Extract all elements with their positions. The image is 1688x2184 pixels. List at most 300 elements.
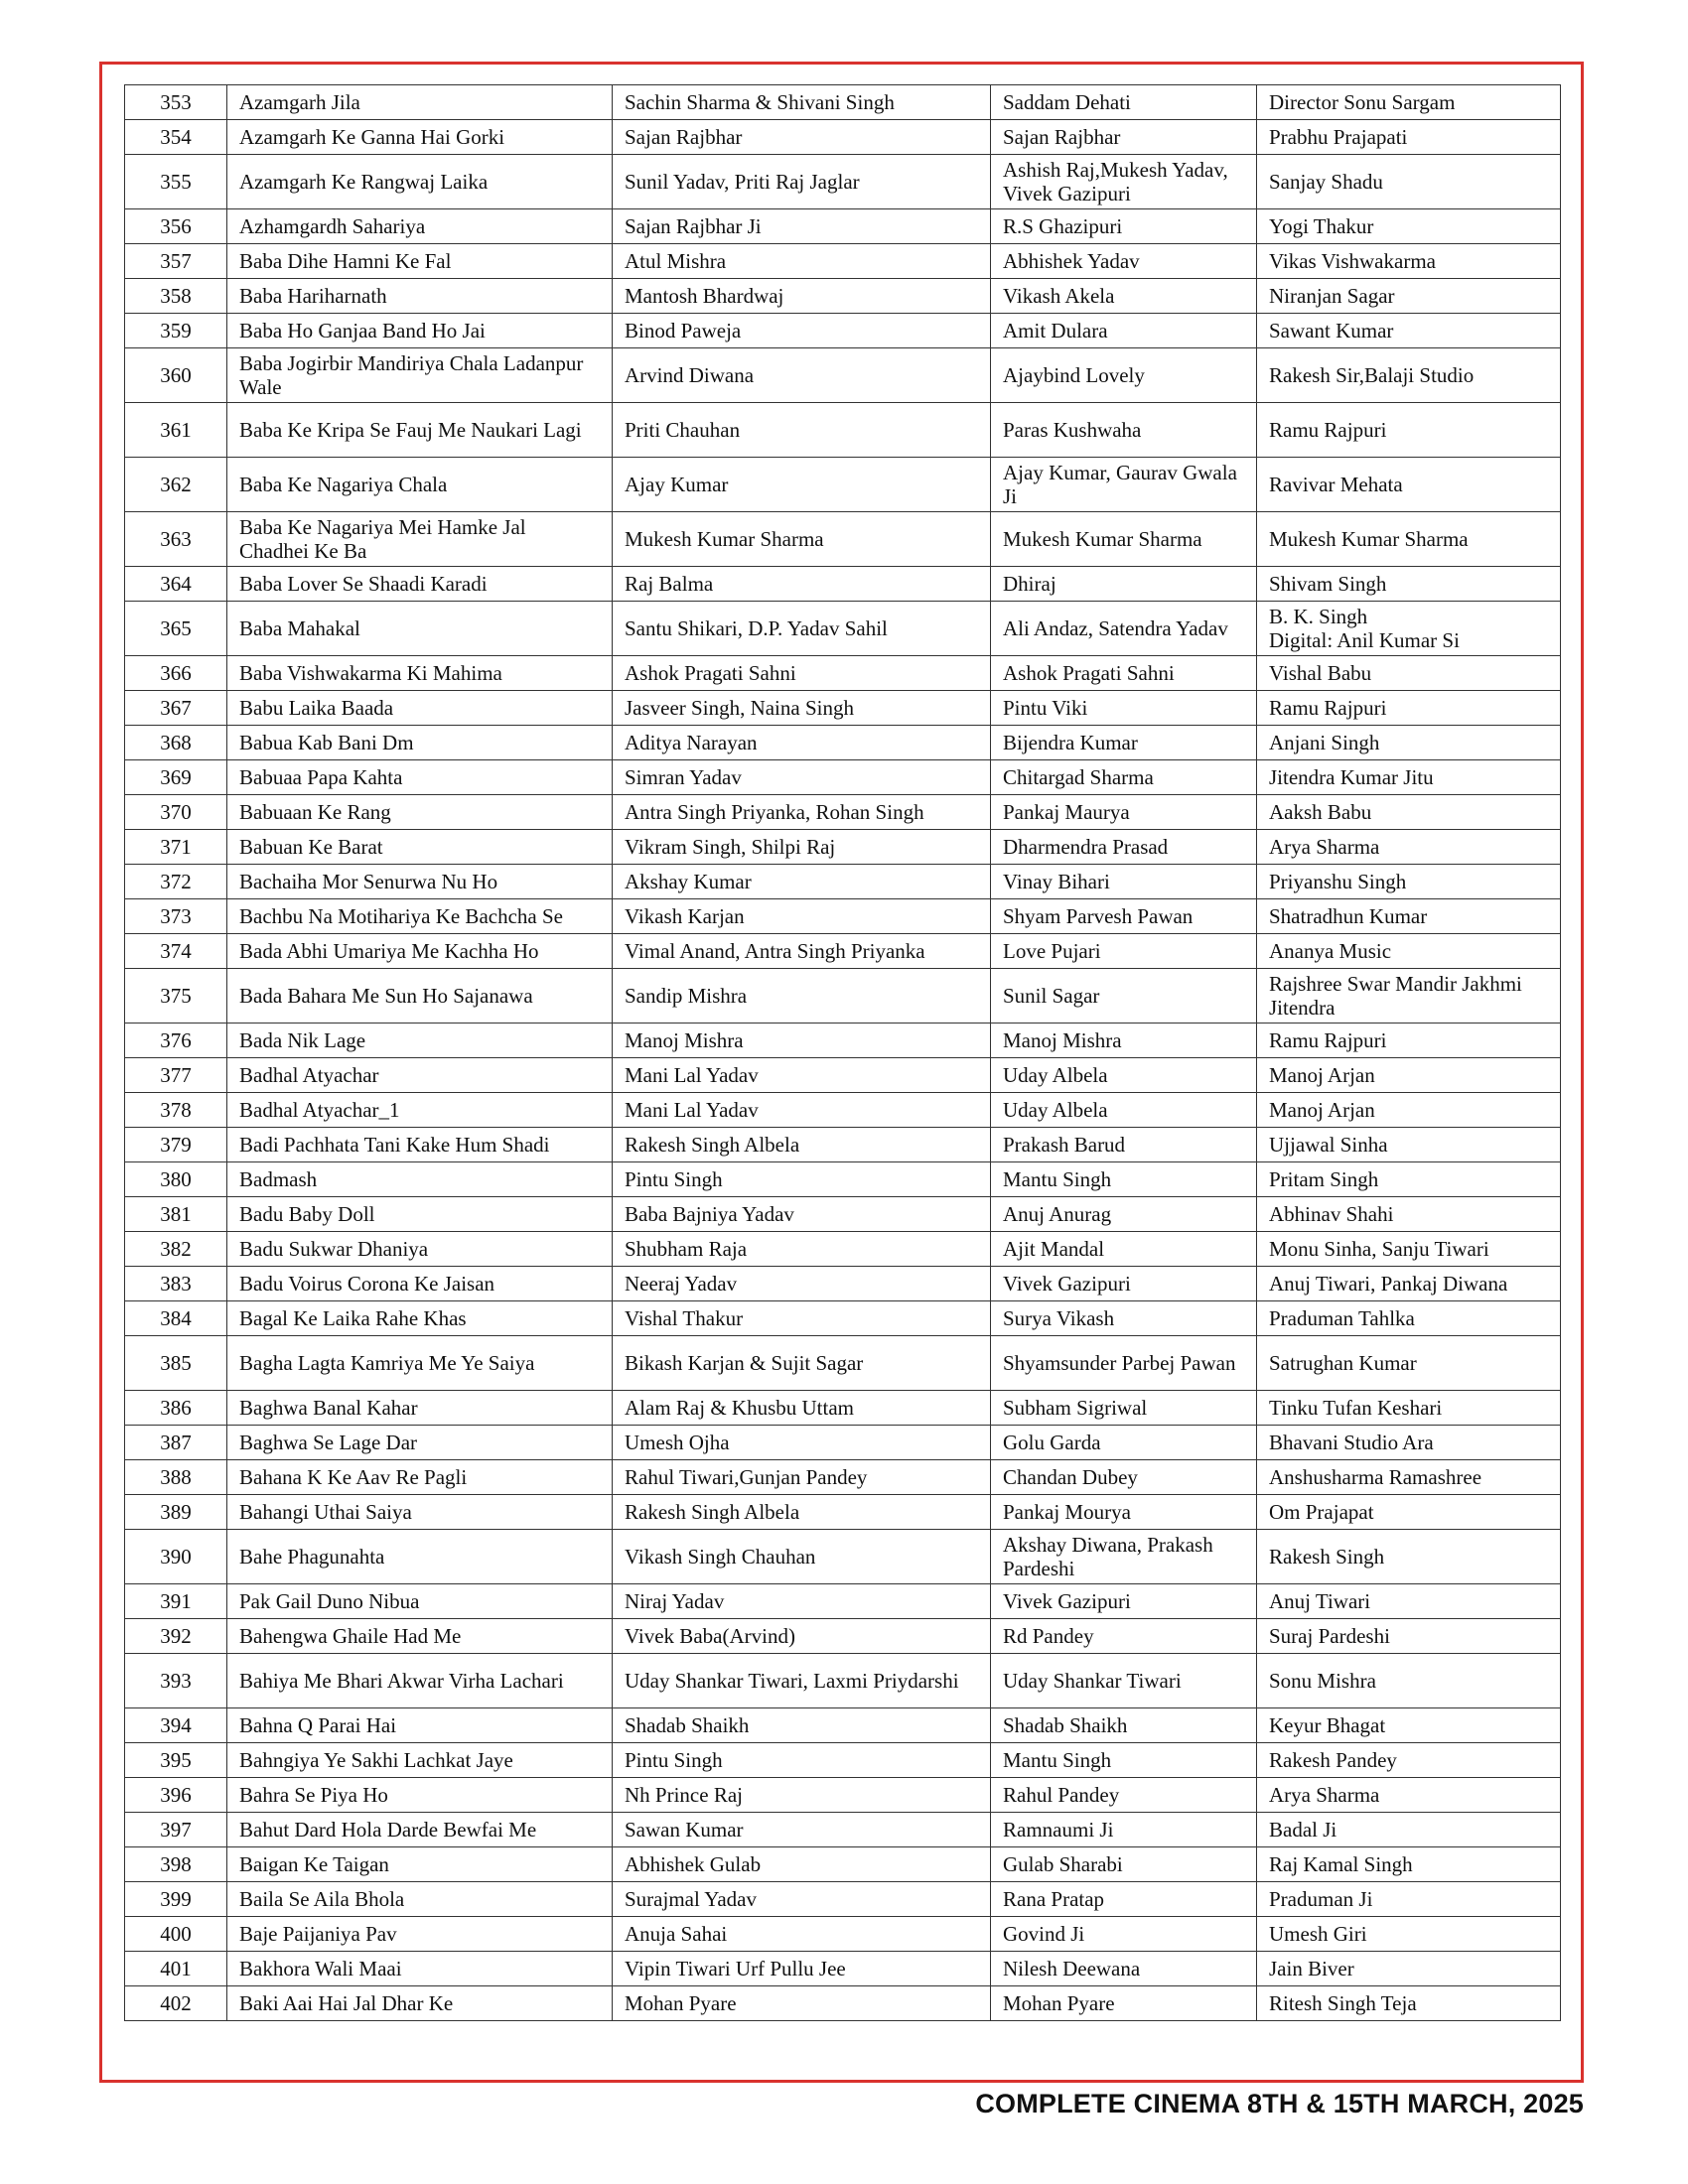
song-title-cell: Azamgarh Ke Ganna Hai Gorki (227, 120, 613, 155)
lyricist-cell: Ashish Raj,Mukesh Yadav, Vivek Gazipuri (991, 155, 1257, 209)
serial-number-cell: 354 (125, 120, 227, 155)
singer-cell: Mukesh Kumar Sharma (613, 512, 991, 567)
producer-cell: Pritam Singh (1257, 1162, 1561, 1197)
lyricist-cell: Akshay Diwana, Prakash Pardeshi (991, 1530, 1257, 1584)
singer-cell: Uday Shankar Tiwari, Laxmi Priydarshi (613, 1654, 991, 1708)
singer-cell: Surajmal Yadav (613, 1882, 991, 1917)
singer-cell: Sajan Rajbhar Ji (613, 209, 991, 244)
producer-cell: Ramu Rajpuri (1257, 403, 1561, 458)
lyricist-cell: Manoj Mishra (991, 1024, 1257, 1058)
lyricist-cell: Mantu Singh (991, 1743, 1257, 1778)
table-row (125, 348, 1561, 403)
serial-number-cell: 393 (125, 1654, 227, 1708)
song-title-cell: Baba Ke Kripa Se Fauj Me Naukari Lagi (227, 403, 613, 458)
singer-cell: Rakesh Singh Albela (613, 1495, 991, 1530)
producer-cell: Jain Biver (1257, 1952, 1561, 1986)
lyricist-cell: Ashok Pragati Sahni (991, 656, 1257, 691)
table-row (125, 1267, 1561, 1301)
singer-cell: Vivek Baba(Arvind) (613, 1619, 991, 1654)
lyricist-cell: Vivek Gazipuri (991, 1267, 1257, 1301)
song-title-cell: Baba Ke Nagariya Chala (227, 458, 613, 512)
producer-cell: Om Prajapat (1257, 1495, 1561, 1530)
lyricist-cell: Nilesh Deewana (991, 1952, 1257, 1986)
table-row (125, 1530, 1561, 1584)
song-title-cell: Baba Dihe Hamni Ke Fal (227, 244, 613, 279)
lyricist-cell: Vinay Bihari (991, 865, 1257, 899)
serial-number-cell: 390 (125, 1530, 227, 1584)
singer-cell: Vikash Singh Chauhan (613, 1530, 991, 1584)
song-title-cell: Baigan Ke Taigan (227, 1847, 613, 1882)
serial-number-cell: 368 (125, 726, 227, 760)
singer-cell: Akshay Kumar (613, 865, 991, 899)
producer-cell: Manoj Arjan (1257, 1058, 1561, 1093)
lyricist-cell: Shadab Shaikh (991, 1708, 1257, 1743)
serial-number-cell: 367 (125, 691, 227, 726)
lyricist-cell: Mukesh Kumar Sharma (991, 512, 1257, 567)
singer-cell: Alam Raj & Khusbu Uttam (613, 1391, 991, 1426)
song-title-cell: Baje Paijaniya Pav (227, 1917, 613, 1952)
table-row (125, 934, 1561, 969)
song-title-cell: Badi Pachhata Tani Kake Hum Shadi (227, 1128, 613, 1162)
lyricist-cell: Anuj Anurag (991, 1197, 1257, 1232)
singer-cell: Umesh Ojha (613, 1426, 991, 1460)
table-row (125, 403, 1561, 458)
singer-cell: Bikash Karjan & Sujit Sagar (613, 1336, 991, 1391)
serial-number-cell: 402 (125, 1986, 227, 2021)
producer-cell: Ananya Music (1257, 934, 1561, 969)
song-title-cell: Badhal Atyachar_1 (227, 1093, 613, 1128)
singer-cell: Binod Paweja (613, 314, 991, 348)
producer-cell: Monu Sinha, Sanju Tiwari (1257, 1232, 1561, 1267)
serial-number-cell: 375 (125, 969, 227, 1024)
serial-number-cell: 378 (125, 1093, 227, 1128)
singer-cell: Ashok Pragati Sahni (613, 656, 991, 691)
producer-cell: Sonu Mishra (1257, 1654, 1561, 1708)
table-row (125, 458, 1561, 512)
serial-number-cell: 371 (125, 830, 227, 865)
lyricist-cell: Surya Vikash (991, 1301, 1257, 1336)
table-row (125, 1391, 1561, 1426)
serial-number-cell: 387 (125, 1426, 227, 1460)
lyricist-cell: Subham Sigriwal (991, 1391, 1257, 1426)
table-row (125, 512, 1561, 567)
singer-cell: Sawan Kumar (613, 1813, 991, 1847)
table-row (125, 691, 1561, 726)
producer-cell: B. K. Singh Digital: Anil Kumar Si (1257, 602, 1561, 656)
serial-number-cell: 381 (125, 1197, 227, 1232)
producer-cell: Ritesh Singh Teja (1257, 1986, 1561, 2021)
serial-number-cell: 358 (125, 279, 227, 314)
singer-cell: Jasveer Singh, Naina Singh (613, 691, 991, 726)
producer-cell: Vishal Babu (1257, 656, 1561, 691)
lyricist-cell: Abhishek Yadav (991, 244, 1257, 279)
lyricist-cell: Rahul Pandey (991, 1778, 1257, 1813)
table-row (125, 1847, 1561, 1882)
producer-cell: Tinku Tufan Keshari (1257, 1391, 1561, 1426)
producer-cell: Niranjan Sagar (1257, 279, 1561, 314)
table-row (125, 1197, 1561, 1232)
singer-cell: Pintu Singh (613, 1162, 991, 1197)
serial-number-cell: 373 (125, 899, 227, 934)
table-row (125, 760, 1561, 795)
singer-cell: Shadab Shaikh (613, 1708, 991, 1743)
serial-number-cell: 400 (125, 1917, 227, 1952)
song-title-cell: Pak Gail Duno Nibua (227, 1584, 613, 1619)
lyricist-cell: Dharmendra Prasad (991, 830, 1257, 865)
table-row (125, 726, 1561, 760)
table-row (125, 1128, 1561, 1162)
serial-number-cell: 370 (125, 795, 227, 830)
song-title-cell: Bachbu Na Motihariya Ke Bachcha Se (227, 899, 613, 934)
song-title-cell: Babuaa Papa Kahta (227, 760, 613, 795)
song-title-cell: Baba Jogirbir Mandiriya Chala Ladanpur Wale (227, 348, 613, 403)
lyricist-cell: Shyamsunder Parbej Pawan (991, 1336, 1257, 1391)
serial-number-cell: 401 (125, 1952, 227, 1986)
serial-number-cell: 396 (125, 1778, 227, 1813)
singer-cell: Vimal Anand, Antra Singh Priyanka (613, 934, 991, 969)
song-title-cell: Bahna Q Parai Hai (227, 1708, 613, 1743)
producer-cell: Director Sonu Sargam (1257, 85, 1561, 120)
singer-cell: Baba Bajniya Yadav (613, 1197, 991, 1232)
table-row (125, 1495, 1561, 1530)
song-title-cell: Babu Laika Baada (227, 691, 613, 726)
song-title-cell: Bahra Se Piya Ho (227, 1778, 613, 1813)
singer-cell: Vikash Karjan (613, 899, 991, 934)
lyricist-cell: Love Pujari (991, 934, 1257, 969)
song-title-cell: Baba Ke Nagariya Mei Hamke Jal Chadhei Ke Ba (227, 512, 613, 567)
producer-cell: Ujjawal Sinha (1257, 1128, 1561, 1162)
singer-cell: Mantosh Bhardwaj (613, 279, 991, 314)
producer-cell: Ramu Rajpuri (1257, 691, 1561, 726)
serial-number-cell: 384 (125, 1301, 227, 1336)
song-title-cell: Baki Aai Hai Jal Dhar Ke (227, 1986, 613, 2021)
singer-cell: Mani Lal Yadav (613, 1058, 991, 1093)
lyricist-cell: Chandan Dubey (991, 1460, 1257, 1495)
table-row (125, 244, 1561, 279)
singer-cell: Nh Prince Raj (613, 1778, 991, 1813)
table-row (125, 1426, 1561, 1460)
serial-number-cell: 399 (125, 1882, 227, 1917)
producer-cell: Shatradhun Kumar (1257, 899, 1561, 934)
serial-number-cell: 388 (125, 1460, 227, 1495)
lyricist-cell: Gulab Sharabi (991, 1847, 1257, 1882)
song-title-cell: Azhamgardh Sahariya (227, 209, 613, 244)
singer-cell: Vishal Thakur (613, 1301, 991, 1336)
producer-cell: Sawant Kumar (1257, 314, 1561, 348)
song-title-cell: Badhal Atyachar (227, 1058, 613, 1093)
lyricist-cell: R.S Ghazipuri (991, 209, 1257, 244)
serial-number-cell: 380 (125, 1162, 227, 1197)
producer-cell: Anshusharma Ramashree (1257, 1460, 1561, 1495)
singer-cell: Anuja Sahai (613, 1917, 991, 1952)
singer-cell: Ajay Kumar (613, 458, 991, 512)
lyricist-cell: Mohan Pyare (991, 1986, 1257, 2021)
lyricist-cell: Dhiraj (991, 567, 1257, 602)
producer-cell: Priyanshu Singh (1257, 865, 1561, 899)
singer-cell: Atul Mishra (613, 244, 991, 279)
song-title-cell: Bahana K Ke Aav Re Pagli (227, 1460, 613, 1495)
singer-cell: Neeraj Yadav (613, 1267, 991, 1301)
song-title-cell: Bahengwa Ghaile Had Me (227, 1619, 613, 1654)
table-row (125, 314, 1561, 348)
song-title-cell: Babua Kab Bani Dm (227, 726, 613, 760)
singer-cell: Mani Lal Yadav (613, 1093, 991, 1128)
producer-cell: Yogi Thakur (1257, 209, 1561, 244)
table-row (125, 279, 1561, 314)
serial-number-cell: 379 (125, 1128, 227, 1162)
table-row (125, 120, 1561, 155)
song-title-cell: Baba Hariharnath (227, 279, 613, 314)
serial-number-cell: 355 (125, 155, 227, 209)
singer-cell: Vipin Tiwari Urf Pullu Jee (613, 1952, 991, 1986)
table-row (125, 1336, 1561, 1391)
lyricist-cell: Paras Kushwaha (991, 403, 1257, 458)
singer-cell: Rahul Tiwari,Gunjan Pandey (613, 1460, 991, 1495)
serial-number-cell: 391 (125, 1584, 227, 1619)
table-row (125, 1619, 1561, 1654)
lyricist-cell: Saddam Dehati (991, 85, 1257, 120)
song-title-cell: Bahe Phagunahta (227, 1530, 613, 1584)
producer-cell: Prabhu Prajapati (1257, 120, 1561, 155)
song-title-cell: Bakhora Wali Maai (227, 1952, 613, 1986)
table-row (125, 1024, 1561, 1058)
producer-cell: Ramu Rajpuri (1257, 1024, 1561, 1058)
singer-cell: Manoj Mishra (613, 1024, 991, 1058)
lyricist-cell: Ajit Mandal (991, 1232, 1257, 1267)
producer-cell: Jitendra Kumar Jitu (1257, 760, 1561, 795)
producer-cell: Rakesh Pandey (1257, 1743, 1561, 1778)
serial-number-cell: 386 (125, 1391, 227, 1426)
producer-cell: Anuj Tiwari, Pankaj Diwana (1257, 1267, 1561, 1301)
table-row (125, 1813, 1561, 1847)
singer-cell: Sachin Sharma & Shivani Singh (613, 85, 991, 120)
serial-number-cell: 392 (125, 1619, 227, 1654)
serial-number-cell: 362 (125, 458, 227, 512)
song-title-cell: Baba Mahakal (227, 602, 613, 656)
song-title-cell: Badu Baby Doll (227, 1197, 613, 1232)
song-title-cell: Baghwa Banal Kahar (227, 1391, 613, 1426)
lyricist-cell: Uday Shankar Tiwari (991, 1654, 1257, 1708)
producer-cell: Suraj Pardeshi (1257, 1619, 1561, 1654)
song-title-cell: Badu Sukwar Dhaniya (227, 1232, 613, 1267)
table-row (125, 1162, 1561, 1197)
lyricist-cell: Pintu Viki (991, 691, 1257, 726)
producer-cell: Aaksh Babu (1257, 795, 1561, 830)
singer-cell: Antra Singh Priyanka, Rohan Singh (613, 795, 991, 830)
lyricist-cell: Govind Ji (991, 1917, 1257, 1952)
singer-cell: Sandip Mishra (613, 969, 991, 1024)
producer-cell: Ravivar Mehata (1257, 458, 1561, 512)
table-row (125, 865, 1561, 899)
serial-number-cell: 363 (125, 512, 227, 567)
producer-cell: Keyur Bhagat (1257, 1708, 1561, 1743)
serial-number-cell: 359 (125, 314, 227, 348)
table-row (125, 602, 1561, 656)
song-credits-table (124, 84, 1561, 2021)
song-title-cell: Azamgarh Ke Rangwaj Laika (227, 155, 613, 209)
table-row (125, 969, 1561, 1024)
table-row (125, 1058, 1561, 1093)
serial-number-cell: 361 (125, 403, 227, 458)
song-title-cell: Bahiya Me Bhari Akwar Virha Lachari (227, 1654, 613, 1708)
lyricist-cell: Shyam Parvesh Pawan (991, 899, 1257, 934)
song-title-cell: Baghwa Se Lage Dar (227, 1426, 613, 1460)
serial-number-cell: 360 (125, 348, 227, 403)
producer-cell: Praduman Tahlka (1257, 1301, 1561, 1336)
producer-cell: Shivam Singh (1257, 567, 1561, 602)
lyricist-cell: Sajan Rajbhar (991, 120, 1257, 155)
lyricist-cell: Ali Andaz, Satendra Yadav (991, 602, 1257, 656)
producer-cell: Manoj Arjan (1257, 1093, 1561, 1128)
singer-cell: Aditya Narayan (613, 726, 991, 760)
singer-cell: Rakesh Singh Albela (613, 1128, 991, 1162)
singer-cell: Raj Balma (613, 567, 991, 602)
song-title-cell: Bagha Lagta Kamriya Me Ye Saiya (227, 1336, 613, 1391)
serial-number-cell: 383 (125, 1267, 227, 1301)
singer-cell: Arvind Diwana (613, 348, 991, 403)
table-row (125, 656, 1561, 691)
serial-number-cell: 382 (125, 1232, 227, 1267)
table-row (125, 1952, 1561, 1986)
lyricist-cell: Rana Pratap (991, 1882, 1257, 1917)
serial-number-cell: 385 (125, 1336, 227, 1391)
producer-cell: Sanjay Shadu (1257, 155, 1561, 209)
song-title-cell: Baba Lover Se Shaadi Karadi (227, 567, 613, 602)
table-row (125, 209, 1561, 244)
lyricist-cell: Ramnaumi Ji (991, 1813, 1257, 1847)
singer-cell: Santu Shikari, D.P. Yadav Sahil (613, 602, 991, 656)
publication-footer: COMPLETE CINEMA 8TH & 15TH MARCH, 2025 (975, 2089, 1584, 2118)
serial-number-cell: 389 (125, 1495, 227, 1530)
singer-cell: Sunil Yadav, Priti Raj Jaglar (613, 155, 991, 209)
serial-number-cell: 356 (125, 209, 227, 244)
lyricist-cell: Mantu Singh (991, 1162, 1257, 1197)
lyricist-cell: Amit Dulara (991, 314, 1257, 348)
singer-cell: Sajan Rajbhar (613, 120, 991, 155)
serial-number-cell: 398 (125, 1847, 227, 1882)
producer-cell: Arya Sharma (1257, 830, 1561, 865)
serial-number-cell: 397 (125, 1813, 227, 1847)
singer-cell: Mohan Pyare (613, 1986, 991, 2021)
lyricist-cell: Prakash Barud (991, 1128, 1257, 1162)
song-title-cell: Baba Vishwakarma Ki Mahima (227, 656, 613, 691)
table-row (125, 1460, 1561, 1495)
producer-cell: Badal Ji (1257, 1813, 1561, 1847)
serial-number-cell: 369 (125, 760, 227, 795)
table-row (125, 155, 1561, 209)
producer-cell: Mukesh Kumar Sharma (1257, 512, 1561, 567)
producer-cell: Rakesh Singh (1257, 1530, 1561, 1584)
song-title-cell: Baba Ho Ganjaa Band Ho Jai (227, 314, 613, 348)
song-title-cell: Azamgarh Jila (227, 85, 613, 120)
song-title-cell: Bada Nik Lage (227, 1024, 613, 1058)
song-title-cell: Babuan Ke Barat (227, 830, 613, 865)
lyricist-cell: Pankaj Mourya (991, 1495, 1257, 1530)
table-row (125, 1917, 1561, 1952)
producer-cell: Raj Kamal Singh (1257, 1847, 1561, 1882)
singer-cell: Vikram Singh, Shilpi Raj (613, 830, 991, 865)
serial-number-cell: 353 (125, 85, 227, 120)
serial-number-cell: 364 (125, 567, 227, 602)
table-row (125, 795, 1561, 830)
lyricist-cell: Bijendra Kumar (991, 726, 1257, 760)
serial-number-cell: 357 (125, 244, 227, 279)
lyricist-cell: Chitargad Sharma (991, 760, 1257, 795)
lyricist-cell: Uday Albela (991, 1093, 1257, 1128)
producer-cell: Anjani Singh (1257, 726, 1561, 760)
song-title-cell: Bachaiha Mor Senurwa Nu Ho (227, 865, 613, 899)
lyricist-cell: Vivek Gazipuri (991, 1584, 1257, 1619)
table-row (125, 1584, 1561, 1619)
producer-cell: Umesh Giri (1257, 1917, 1561, 1952)
producer-cell: Anuj Tiwari (1257, 1584, 1561, 1619)
serial-number-cell: 372 (125, 865, 227, 899)
producer-cell: Rakesh Sir,Balaji Studio (1257, 348, 1561, 403)
lyricist-cell: Sunil Sagar (991, 969, 1257, 1024)
song-title-cell: Badu Voirus Corona Ke Jaisan (227, 1267, 613, 1301)
serial-number-cell: 366 (125, 656, 227, 691)
song-title-cell: Bahangi Uthai Saiya (227, 1495, 613, 1530)
table-row (125, 830, 1561, 865)
lyricist-cell: Golu Garda (991, 1426, 1257, 1460)
producer-cell: Rajshree Swar Mandir Jakhmi Jitendra (1257, 969, 1561, 1024)
serial-number-cell: 376 (125, 1024, 227, 1058)
lyricist-cell: Uday Albela (991, 1058, 1257, 1093)
lyricist-cell: Pankaj Maurya (991, 795, 1257, 830)
lyricist-cell: Vikash Akela (991, 279, 1257, 314)
table-row (125, 1778, 1561, 1813)
serial-number-cell: 365 (125, 602, 227, 656)
producer-cell: Arya Sharma (1257, 1778, 1561, 1813)
table-row (125, 1232, 1561, 1267)
song-title-cell: Bahut Dard Hola Darde Bewfai Me (227, 1813, 613, 1847)
song-title-cell: Bada Abhi Umariya Me Kachha Ho (227, 934, 613, 969)
producer-cell: Praduman Ji (1257, 1882, 1561, 1917)
table-row (125, 567, 1561, 602)
singer-cell: Simran Yadav (613, 760, 991, 795)
lyricist-cell: Rd Pandey (991, 1619, 1257, 1654)
producer-cell: Vikas Vishwakarma (1257, 244, 1561, 279)
serial-number-cell: 394 (125, 1708, 227, 1743)
singer-cell: Priti Chauhan (613, 403, 991, 458)
table-row (125, 1986, 1561, 2021)
table-row (125, 1708, 1561, 1743)
song-title-cell: Bagal Ke Laika Rahe Khas (227, 1301, 613, 1336)
table-row (125, 1093, 1561, 1128)
lyricist-cell: Ajay Kumar, Gaurav Gwala Ji (991, 458, 1257, 512)
table-row (125, 1301, 1561, 1336)
singer-cell: Abhishek Gulab (613, 1847, 991, 1882)
singer-cell: Shubham Raja (613, 1232, 991, 1267)
table-row (125, 1882, 1561, 1917)
serial-number-cell: 377 (125, 1058, 227, 1093)
song-title-cell: Baila Se Aila Bhola (227, 1882, 613, 1917)
singer-cell: Niraj Yadav (613, 1584, 991, 1619)
producer-cell: Abhinav Shahi (1257, 1197, 1561, 1232)
table-row (125, 1654, 1561, 1708)
song-title-cell: Badmash (227, 1162, 613, 1197)
song-title-cell: Babuaan Ke Rang (227, 795, 613, 830)
serial-number-cell: 374 (125, 934, 227, 969)
singer-cell: Pintu Singh (613, 1743, 991, 1778)
table-row (125, 1743, 1561, 1778)
table-row (125, 899, 1561, 934)
serial-number-cell: 395 (125, 1743, 227, 1778)
table-row (125, 85, 1561, 120)
song-title-cell: Bahngiya Ye Sakhi Lachkat Jaye (227, 1743, 613, 1778)
producer-cell: Satrughan Kumar (1257, 1336, 1561, 1391)
producer-cell: Bhavani Studio Ara (1257, 1426, 1561, 1460)
